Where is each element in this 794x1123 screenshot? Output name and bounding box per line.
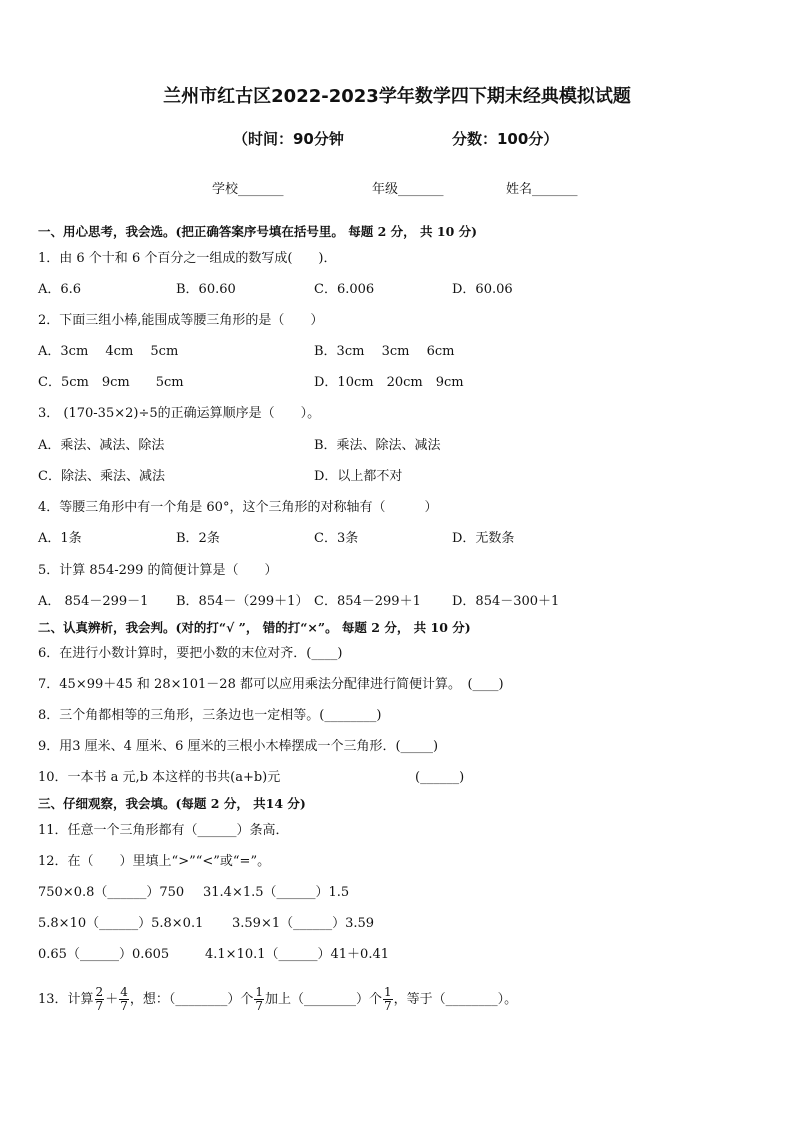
q2-option-b: B．3cm 3cm 6cm: [314, 344, 455, 359]
q1-option-c: C．6.006: [314, 282, 375, 297]
question-12: 12．在（ ）里填上“>”“<”或“=”。: [38, 854, 271, 869]
q13-f3-num: 1: [255, 985, 263, 999]
question-10-blank: (______): [415, 770, 465, 785]
question-3: 3． (170-35×2)÷5的正确运算顺序是（ ）。: [38, 406, 321, 421]
question-7: 7．45×99＋45 和 28×101－28 都可以应用乘法分配律进行简便计算。 (____): [38, 677, 504, 692]
q13-f3-den: 7: [255, 999, 263, 1013]
q5-option-c: C．854－299＋1: [314, 594, 421, 609]
question-4: 4．等腰三角形中有一个角是 60°，这个三角形的对称轴有（ ）: [38, 500, 438, 515]
section-3-heading: 三、仔细观察，我会填。(每题 2 分， 共14 分): [38, 796, 306, 811]
question-2: 2．下面三组小棒,能围成等腰三角形的是（ ）: [38, 313, 324, 328]
section-2-heading: 二、认真辨析，我会判。(对的打“√ ”， 错的打“×”。 每题 2 分， 共 10 分): [38, 620, 471, 635]
q13-think: ，想：（________）个: [129, 992, 254, 1007]
exam-score: 分数：100分）: [452, 130, 559, 148]
q13-fraction-3: [254, 986, 264, 1013]
q12-row1-left: 750×0.8（______）750: [38, 885, 185, 900]
q3-option-d: D．以上都不对: [314, 469, 403, 484]
q12-row1-right: 31.4×1.5（______）1.5: [203, 885, 350, 900]
question-11: 11．任意一个三角形都有（______）条高．: [38, 823, 289, 838]
question-1: 1．由 6 个十和 6 个百分之一组成的数写成( )．: [38, 251, 337, 266]
q13-f2-den: 7: [120, 999, 128, 1013]
q13-equals: ，等于（________）。: [393, 992, 518, 1007]
question-13: [38, 985, 517, 1015]
q1-option-b: B．60.60: [176, 282, 236, 297]
q1-option-a: A．6.6: [38, 282, 82, 297]
q3-option-c: C．除法、乘法、减法: [38, 469, 165, 484]
q2-option-c: C．5cm 9cm 5cm: [38, 375, 184, 390]
q13-fraction-4: [383, 986, 393, 1013]
question-5: 5．计算 854-299 的简便计算是（ ）: [38, 563, 278, 578]
q2-option-d: D．10cm 20cm 9cm: [314, 375, 464, 390]
q5-option-b: B．854－（299＋1）: [176, 594, 309, 609]
q13-f2-num: 4: [120, 985, 128, 999]
exam-time: （时间：90分钟: [233, 130, 344, 148]
q4-option-b: B．2条: [176, 531, 220, 546]
q13-fraction-2: [119, 986, 129, 1013]
q13-prefix: 13．计算: [38, 992, 94, 1007]
q13-f1-num: 2: [95, 985, 104, 999]
q5-option-d: D．854－300＋1: [452, 594, 560, 609]
q4-option-c: C．3条: [314, 531, 359, 546]
q1-option-d: D．60.06: [452, 282, 513, 297]
q2-option-a: A．3cm 4cm 5cm: [38, 344, 179, 359]
q13-fraction-1: [95, 986, 105, 1013]
grade-field: 年级_______: [372, 182, 444, 197]
q12-row2-left: 5.8×10（______）5.8×0.1: [38, 916, 204, 931]
question-9: 9．用3 厘米、4 厘米、6 厘米的三根小木棒摆成一个三角形．(_____): [38, 739, 439, 754]
q13-f4-den: 7: [384, 999, 392, 1013]
q5-option-a: A． 854－299－1: [38, 594, 149, 609]
question-6: 6．在进行小数计算时，要把小数的末位对齐．(____): [38, 646, 343, 661]
q13-plus: ＋: [105, 992, 119, 1007]
exam-title: 兰州市红古区2022-2023学年数学四下期末经典模拟试题: [163, 86, 631, 107]
question-10: 10．一本书 a 元,b 本这样的书共(a+b)元: [38, 770, 281, 785]
q4-option-d: D．无数条: [452, 531, 515, 546]
q13-f1-den: 7: [95, 999, 104, 1013]
q12-row2-right: 3.59×1（______）3.59: [232, 916, 375, 931]
q12-row3-left: 0.65（______）0.605: [38, 947, 170, 962]
name-field: 姓名_______: [506, 182, 578, 197]
school-field: 学校_______: [212, 182, 284, 197]
q13-add: 加上（________）个: [265, 992, 383, 1007]
q3-option-b: B．乘法、除法、减法: [314, 438, 441, 453]
section-1-heading: 一、用心思考，我会选。(把正确答案序号填在括号里。 每题 2 分， 共 10 分): [38, 224, 478, 239]
q13-f4-num: 1: [384, 985, 392, 999]
q3-option-a: A．乘法、减法、除法: [38, 438, 165, 453]
q4-option-a: A．1条: [38, 531, 82, 546]
question-8: 8．三个角都相等的三角形，三条边也一定相等。(________): [38, 708, 382, 723]
q12-row3-right: 4.1×10.1（______）41＋0.41: [205, 947, 389, 962]
